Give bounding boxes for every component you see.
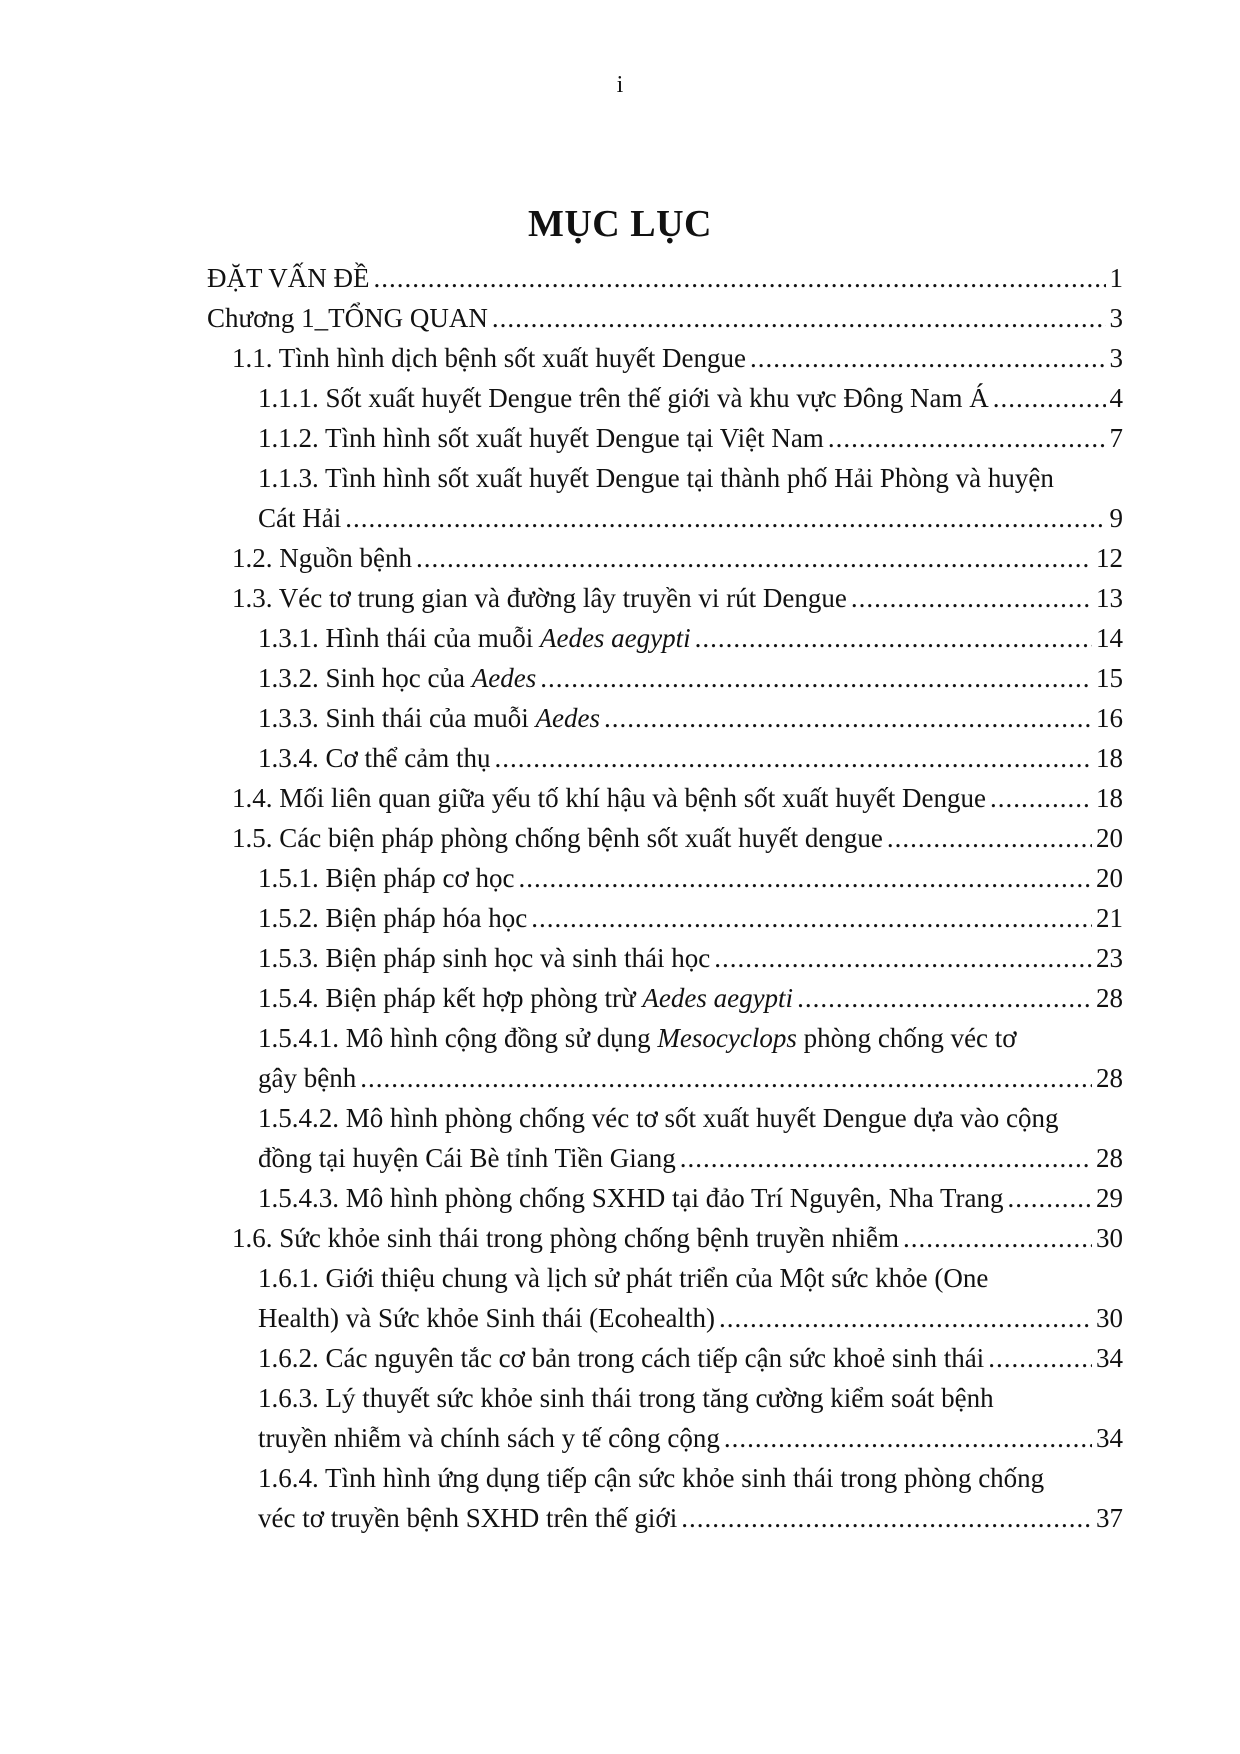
toc-entry[interactable] xyxy=(0,778,1240,818)
toc-page-number: 30 xyxy=(1096,1303,1123,1333)
toc-entry[interactable] xyxy=(0,458,1240,538)
toc-entry-row xyxy=(258,1138,1123,1178)
toc-leader-dots xyxy=(828,418,1106,458)
toc-page-number: 29 xyxy=(1096,1183,1123,1213)
toc-entry-title xyxy=(232,818,883,858)
toc-entry-text: Health) và Sức khỏe Sinh thái (Ecohealth) xyxy=(258,1303,715,1333)
toc-entry-row xyxy=(258,498,1123,538)
toc-page-number: 28 xyxy=(1096,983,1123,1013)
toc-entry-row xyxy=(258,858,1123,898)
toc-entry-text: Cát Hải xyxy=(258,503,342,533)
toc-entry-row xyxy=(207,258,1123,298)
toc-title: MỤC LỤC xyxy=(528,203,712,245)
toc-entry-title xyxy=(258,858,514,898)
toc-page-number: 15 xyxy=(1096,663,1123,693)
toc-entry-title xyxy=(232,1218,899,1258)
toc-page-number: 37 xyxy=(1096,1503,1123,1533)
toc-entry-text: truyền nhiễm và chính sách y tế công cộng xyxy=(258,1423,720,1453)
toc-entry-title xyxy=(258,1498,677,1538)
toc-entry-text: 1.3.4. Cơ thể cảm thụ xyxy=(258,743,491,773)
toc-leader-dots xyxy=(714,938,1092,978)
toc-entry-title xyxy=(207,258,370,298)
toc-entry[interactable] xyxy=(0,1018,1240,1098)
toc-entry-line1: 1.1.3. Tình hình sốt xuất huyết Dengue tại thành phố Hải Phòng và huyện xyxy=(258,463,1054,493)
toc-entry-text: gây bệnh xyxy=(258,1063,357,1093)
toc-entry-row xyxy=(258,978,1123,1018)
toc-page-number: 3 xyxy=(1109,303,1123,333)
toc-entry-text-line1 xyxy=(258,1458,1123,1498)
toc-entry[interactable] xyxy=(0,698,1240,738)
toc-entry-line1-post: phòng chống véc tơ xyxy=(796,1023,1017,1053)
toc-entry[interactable] xyxy=(0,1338,1240,1378)
toc-entry-text: 1.2. Nguồn bệnh xyxy=(232,543,412,573)
toc-entry-title xyxy=(232,338,746,378)
toc-entry-title xyxy=(258,978,793,1018)
toc-entry[interactable] xyxy=(0,738,1240,778)
toc-entry-text: 1.1.1. Sốt xuất huyết Dengue trên thế giới và khu vực Đông Nam Á xyxy=(258,383,989,413)
toc-leader-dots xyxy=(988,1338,1092,1378)
toc-page-number: 20 xyxy=(1096,863,1123,893)
toc-entry-text: 1.5. Các biện pháp phòng chống bệnh sốt xuất huyết dengue xyxy=(232,823,883,853)
toc-entry-title xyxy=(258,938,710,978)
toc-page-number: 18 xyxy=(1096,743,1123,773)
toc-page-number: 20 xyxy=(1096,823,1123,853)
toc-entry-title xyxy=(258,898,527,938)
toc-entry-line1: 1.6.4. Tình hình ứng dụng tiếp cận sức khỏe sinh thái trong phòng chống xyxy=(258,1463,1045,1493)
toc-page-number: 30 xyxy=(1096,1223,1123,1253)
toc-entry-italic: Aedes aegypti xyxy=(539,623,691,653)
toc-entry-row xyxy=(258,418,1123,458)
toc-entry-text: 1.1.2. Tình hình sốt xuất huyết Dengue tại Việt Nam xyxy=(258,423,824,453)
toc-entry-text: 1.3. Véc tơ trung gian và đường lây truyền vi rút Dengue xyxy=(232,583,847,613)
toc-entry-text: 1.5.3. Biện pháp sinh học và sinh thái học xyxy=(258,943,711,973)
toc-leader-dots xyxy=(374,258,1106,298)
toc-entry-text: 1.1. Tình hình dịch bệnh sốt xuất huyết Dengue xyxy=(232,343,746,373)
toc-entry-text: Chương 1_TỔNG QUAN xyxy=(207,303,488,333)
toc-entry-text-line1 xyxy=(258,1258,1123,1298)
toc-entry-text: 1.4. Mối liên quan giữa yếu tố khí hậu và bệnh sốt xuất huyết Dengue xyxy=(232,783,986,813)
toc-page-number: 1 xyxy=(1109,263,1123,293)
toc-entry[interactable] xyxy=(0,338,1240,378)
toc-page-number: 34 xyxy=(1096,1423,1123,1453)
toc-entry-row xyxy=(258,378,1123,418)
toc-entry[interactable] xyxy=(0,978,1240,1018)
toc-entry-title xyxy=(232,578,847,618)
toc-entry[interactable] xyxy=(0,1378,1240,1458)
toc-entry-row xyxy=(258,1418,1123,1458)
toc-entry[interactable] xyxy=(0,1098,1240,1178)
toc-entry-row xyxy=(207,298,1123,338)
toc-page-number: 9 xyxy=(1109,503,1123,533)
toc-entry-text: ĐẶT VẤN ĐỀ xyxy=(207,263,370,293)
toc-entry-title xyxy=(258,1338,984,1378)
toc-leader-dots xyxy=(695,618,1092,658)
toc-leader-dots xyxy=(993,378,1106,418)
toc-entry-text-line1 xyxy=(258,458,1123,498)
toc-entry[interactable] xyxy=(0,1458,1240,1538)
toc-page-number: 18 xyxy=(1096,783,1123,813)
toc-entry[interactable] xyxy=(0,378,1240,418)
toc-page-number: 34 xyxy=(1096,1343,1123,1373)
toc-entry-text-line1 xyxy=(258,1378,1123,1418)
toc-entry[interactable] xyxy=(0,258,1240,298)
toc-entry-text: 1.5.4. Biện pháp kết hợp phòng trừ xyxy=(258,983,643,1013)
toc-entry-text-line1 xyxy=(258,1098,1123,1138)
toc-entry-text: véc tơ truyền bệnh SXHD trên thế giới xyxy=(258,1503,678,1533)
toc-entry-text: 1.5.2. Biện pháp hóa học xyxy=(258,903,528,933)
toc-entry-text: 1.5.1. Biện pháp cơ học xyxy=(258,863,515,893)
toc-entry-row xyxy=(258,1338,1123,1378)
toc-page-number: 23 xyxy=(1096,943,1123,973)
toc-leader-dots xyxy=(680,1138,1092,1178)
toc-entry-text: đồng tại huyện Cái Bè tỉnh Tiền Giang xyxy=(258,1143,676,1173)
toc-leader-dots xyxy=(887,818,1092,858)
toc-entry-row xyxy=(258,618,1123,658)
toc-entry-title xyxy=(258,618,691,658)
toc-entry[interactable] xyxy=(0,538,1240,578)
toc-entry-title xyxy=(258,698,600,738)
toc-entry-row xyxy=(232,778,1123,818)
toc-entry-row xyxy=(258,738,1123,778)
toc-leader-dots xyxy=(360,1058,1092,1098)
toc-entry-text: 1.5.4.3. Mô hình phòng chống SXHD tại đảo Trí Nguyên, Nha Trang xyxy=(258,1183,1004,1213)
toc-entry[interactable] xyxy=(0,818,1240,858)
toc-page-number: 28 xyxy=(1096,1063,1123,1093)
toc-entry-title xyxy=(258,1138,676,1178)
toc-leader-dots xyxy=(604,698,1092,738)
toc-entry-title xyxy=(258,418,824,458)
toc-entry-text: 1.6.2. Các nguyên tắc cơ bản trong cách tiếp cận sức khoẻ sinh thái xyxy=(258,1343,985,1373)
toc-entry-row xyxy=(232,578,1123,618)
toc-entry-title xyxy=(258,1178,1004,1218)
toc-entry-row xyxy=(232,1218,1123,1258)
toc-entry-title xyxy=(258,378,989,418)
toc-entry-row xyxy=(232,538,1123,578)
toc-page-number: 14 xyxy=(1096,623,1123,653)
toc-leader-dots xyxy=(990,778,1092,818)
toc-page-number: 12 xyxy=(1096,543,1123,573)
toc-entry-text: 1.3.2. Sinh học của xyxy=(258,663,472,693)
page-number: i xyxy=(616,72,624,98)
toc-leader-dots xyxy=(540,658,1092,698)
toc-entry-title xyxy=(258,658,536,698)
toc-entry-title xyxy=(258,1058,356,1098)
toc-entry[interactable] xyxy=(0,658,1240,698)
toc-leader-dots xyxy=(903,1218,1092,1258)
toc-entry[interactable] xyxy=(0,298,1240,338)
toc-entry-row xyxy=(258,1058,1123,1098)
toc-entry-row xyxy=(258,1298,1123,1338)
toc-leader-dots xyxy=(719,1298,1092,1338)
toc-entry-title xyxy=(258,738,491,778)
toc-entry-line1: 1.6.1. Giới thiệu chung và lịch sử phát triển của Một sức khỏe (One xyxy=(258,1263,989,1293)
toc-entry[interactable] xyxy=(0,1218,1240,1258)
toc-entry-title xyxy=(258,498,341,538)
toc-entry-italic: Aedes xyxy=(535,703,600,733)
toc-page-number: 4 xyxy=(1109,383,1123,413)
toc-entry-row xyxy=(232,818,1123,858)
toc-entry-title xyxy=(207,298,488,338)
toc-entry-row xyxy=(232,338,1123,378)
toc-leader-dots xyxy=(518,858,1092,898)
toc-entry-line1-italic: Mesocyclops xyxy=(657,1023,797,1053)
toc-leader-dots xyxy=(345,498,1105,538)
toc-page-number: 7 xyxy=(1109,423,1123,453)
toc-entry-title xyxy=(232,538,412,578)
toc-entry-text: 1.3.3. Sinh thái của muỗi xyxy=(258,703,536,733)
toc-page-number: 13 xyxy=(1096,583,1123,613)
toc-entry-italic: Aedes aegypti xyxy=(642,983,794,1013)
toc-leader-dots xyxy=(797,978,1092,1018)
toc-entry-text-line1 xyxy=(258,1018,1123,1058)
toc-leader-dots xyxy=(750,338,1106,378)
toc-entry[interactable] xyxy=(0,898,1240,938)
toc-entry[interactable] xyxy=(0,578,1240,618)
toc-leader-dots xyxy=(495,738,1093,778)
toc-entry-title xyxy=(258,1418,720,1458)
toc-entry[interactable] xyxy=(0,938,1240,978)
toc-page-number: 21 xyxy=(1096,903,1123,933)
toc-leader-dots xyxy=(492,298,1106,338)
toc-entry-row xyxy=(258,1178,1123,1218)
toc-entry-row xyxy=(258,1498,1123,1538)
toc-entry[interactable] xyxy=(0,418,1240,458)
toc-leader-dots xyxy=(1008,1178,1092,1218)
toc-entry-row xyxy=(258,898,1123,938)
toc-entry-title xyxy=(232,778,986,818)
toc-entry-text: 1.3.1. Hình thái của muỗi xyxy=(258,623,540,653)
toc-entry-italic: Aedes xyxy=(471,663,537,693)
toc-page-number: 28 xyxy=(1096,1143,1123,1173)
toc-entry-title xyxy=(258,1298,715,1338)
toc-entry-row xyxy=(258,698,1123,738)
toc-entry[interactable] xyxy=(0,858,1240,898)
toc-entry-line1: 1.5.4.2. Mô hình phòng chống véc tơ sốt xuất huyết Dengue dựa vào cộng xyxy=(258,1103,1059,1133)
toc-page-number: 3 xyxy=(1109,343,1123,373)
toc-entry-line1-pre: 1.5.4.1. Mô hình cộng đồng sử dụng xyxy=(258,1023,658,1053)
toc-entry-row xyxy=(258,938,1123,978)
toc-entry[interactable] xyxy=(0,1178,1240,1218)
toc-entry-row xyxy=(258,658,1123,698)
toc-leader-dots xyxy=(416,538,1092,578)
toc-leader-dots xyxy=(724,1418,1092,1458)
toc-entry-line1: 1.6.3. Lý thuyết sức khỏe sinh thái trong tăng cường kiểm soát bệnh xyxy=(258,1383,994,1413)
toc-entry-text: 1.6. Sức khỏe sinh thái trong phòng chống bệnh truyền nhiễm xyxy=(232,1223,900,1253)
toc-page-number: 16 xyxy=(1096,703,1123,733)
toc-leader-dots xyxy=(531,898,1092,938)
toc-entry[interactable] xyxy=(0,618,1240,658)
toc-leader-dots xyxy=(681,1498,1092,1538)
toc-entry[interactable] xyxy=(0,1258,1240,1338)
toc-leader-dots xyxy=(851,578,1092,618)
